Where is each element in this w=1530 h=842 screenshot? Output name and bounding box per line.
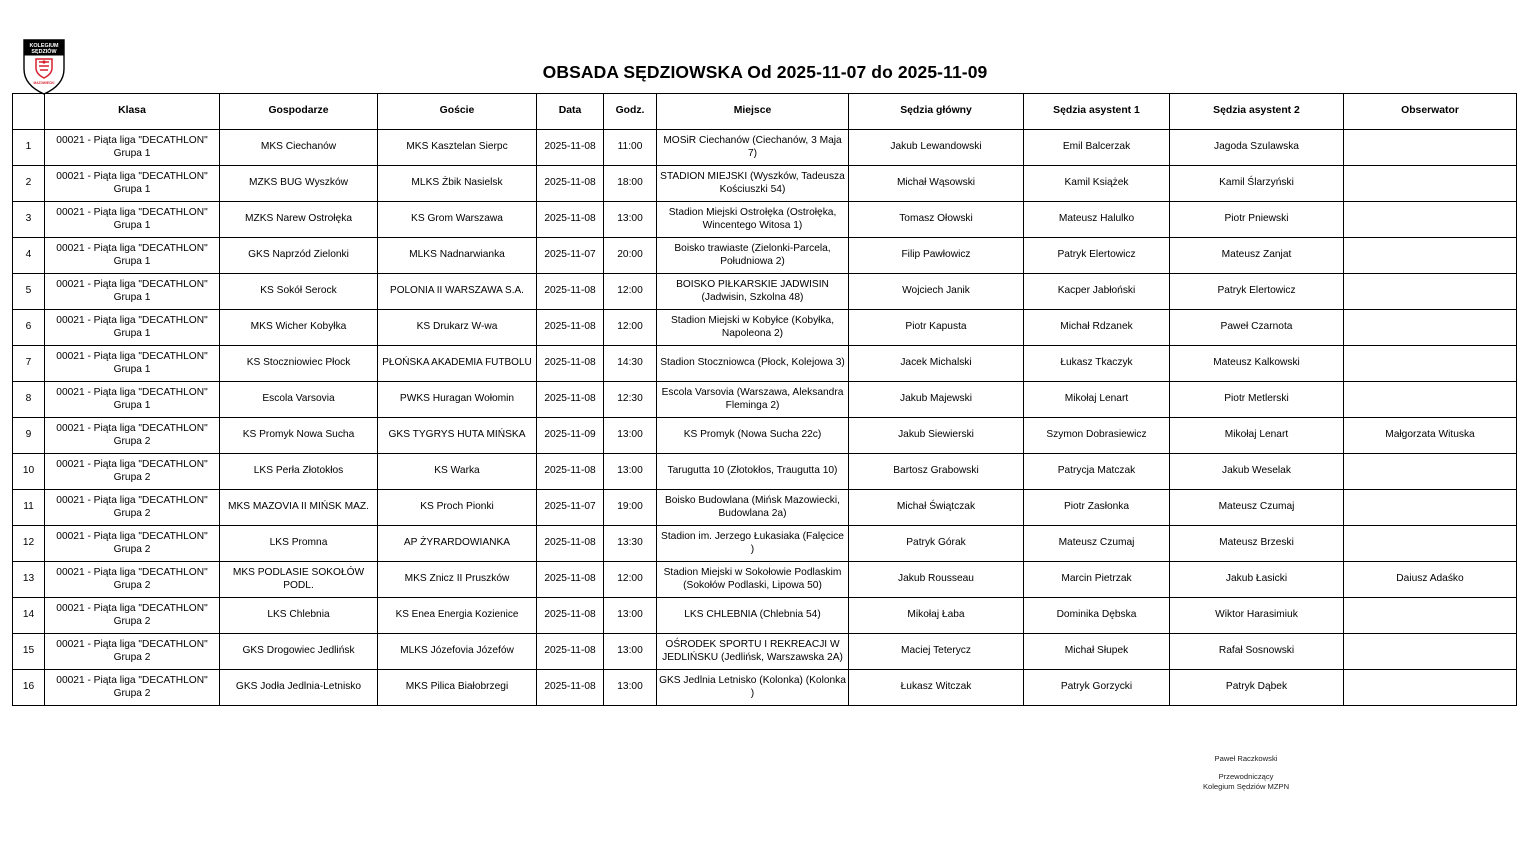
cell-sedzia-asystent-2: Patryk Elertowicz <box>1170 274 1344 310</box>
col-header-godz: Godz. <box>604 94 657 130</box>
table-row <box>13 130 1517 166</box>
cell-klasa: 00021 - Piąta liga "DECATHLON" Grupa 2 <box>45 526 220 562</box>
cell-godz: 14:30 <box>604 346 657 382</box>
cell-data: 2025-11-08 <box>537 346 604 382</box>
table-row <box>13 490 1517 526</box>
cell-number: 11 <box>13 490 45 526</box>
cell-goscie: PWKS Huragan Wołomin <box>378 382 537 418</box>
cell-sedzia-glowny: Mikołaj Łaba <box>849 598 1024 634</box>
table-row <box>13 166 1517 202</box>
cell-goscie: GKS TYGRYS HUTA MIŃSKA <box>378 418 537 454</box>
table-row <box>13 202 1517 238</box>
cell-goscie: POLONIA II WARSZAWA S.A. <box>378 274 537 310</box>
cell-sedzia-glowny: Tomasz Ołowski <box>849 202 1024 238</box>
cell-sedzia-asystent-1: Dominika Dębska <box>1024 598 1170 634</box>
logo-top-text: KOLEGIUM <box>29 42 59 49</box>
cell-number: 2 <box>13 166 45 202</box>
cell-klasa: 00021 - Piąta liga "DECATHLON" Grupa 1 <box>45 202 220 238</box>
cell-godz: 13:00 <box>604 202 657 238</box>
cell-sedzia-asystent-1: Kamil Książek <box>1024 166 1170 202</box>
cell-obserwator <box>1344 598 1517 634</box>
cell-sedzia-glowny: Jakub Majewski <box>849 382 1024 418</box>
cell-miejsce: Stadion Miejski w Kobyłce (Kobyłka, Napoleona 2) <box>657 310 849 346</box>
col-header-sedzia-glowny: Sędzia główny <box>849 94 1024 130</box>
cell-gospodarze: MKS Wicher Kobyłka <box>220 310 378 346</box>
col-header-klasa: Klasa <box>45 94 220 130</box>
cell-data: 2025-11-08 <box>537 562 604 598</box>
cell-sedzia-asystent-2: Jagoda Szulawska <box>1170 130 1344 166</box>
table-row <box>13 454 1517 490</box>
table-row <box>13 418 1517 454</box>
cell-miejsce: Stadion Stoczniowca (Płock, Kolejowa 3) <box>657 346 849 382</box>
cell-obserwator <box>1344 382 1517 418</box>
cell-klasa: 00021 - Piąta liga "DECATHLON" Grupa 1 <box>45 238 220 274</box>
cell-klasa: 00021 - Piąta liga "DECATHLON" Grupa 2 <box>45 598 220 634</box>
cell-obserwator: Daiusz Adaśko <box>1344 562 1517 598</box>
cell-sedzia-asystent-2: Patryk Dąbek <box>1170 670 1344 706</box>
cell-data: 2025-11-08 <box>537 202 604 238</box>
cell-klasa: 00021 - Piąta liga "DECATHLON" Grupa 2 <box>45 670 220 706</box>
page-title: OBSADA SĘDZIOWSKA Od 2025-11-07 do 2025-11-09 <box>542 62 988 82</box>
cell-gospodarze: MKS MAZOVIA II MIŃSK MAZ. <box>220 490 378 526</box>
table-row <box>13 670 1517 706</box>
cell-obserwator <box>1344 310 1517 346</box>
cell-goscie: AP ŻYRARDOWIANKA <box>378 526 537 562</box>
cell-sedzia-asystent-2: Mateusz Kalkowski <box>1170 346 1344 382</box>
cell-gospodarze: LKS Chlebnia <box>220 598 378 634</box>
cell-godz: 12:00 <box>604 274 657 310</box>
cell-sedzia-glowny: Piotr Kapusta <box>849 310 1024 346</box>
cell-gospodarze: KS Promyk Nowa Sucha <box>220 418 378 454</box>
cell-data: 2025-11-07 <box>537 238 604 274</box>
col-header-sedzia-asystent-2: Sędzia asystent 2 <box>1170 94 1344 130</box>
cell-godz: 11:00 <box>604 130 657 166</box>
cell-number: 14 <box>13 598 45 634</box>
cell-goscie: KS Grom Warszawa <box>378 202 537 238</box>
cell-sedzia-glowny: Jakub Rousseau <box>849 562 1024 598</box>
col-header-goscie: Goście <box>378 94 537 130</box>
cell-sedzia-asystent-1: Emil Balcerzak <box>1024 130 1170 166</box>
cell-sedzia-glowny: Filip Pawłowicz <box>849 238 1024 274</box>
cell-klasa: 00021 - Piąta liga "DECATHLON" Grupa 2 <box>45 490 220 526</box>
cell-miejsce: Stadion Miejski Ostrołęka (Ostrołęka, Wincentego Witosa 1) <box>657 202 849 238</box>
cell-godz: 20:00 <box>604 238 657 274</box>
cell-gospodarze: GKS Naprzód Zielonki <box>220 238 378 274</box>
cell-godz: 12:00 <box>604 310 657 346</box>
cell-number: 1 <box>13 130 45 166</box>
table-row <box>13 634 1517 670</box>
cell-godz: 13:00 <box>604 670 657 706</box>
cell-miejsce: KS Promyk (Nowa Sucha 22c) <box>657 418 849 454</box>
cell-godz: 13:00 <box>604 418 657 454</box>
cell-goscie: KS Enea Energia Kozienice <box>378 598 537 634</box>
cell-obserwator <box>1344 166 1517 202</box>
cell-data: 2025-11-08 <box>537 526 604 562</box>
cell-data: 2025-11-08 <box>537 130 604 166</box>
cell-klasa: 00021 - Piąta liga "DECATHLON" Grupa 1 <box>45 274 220 310</box>
cell-sedzia-asystent-2: Piotr Pniewski <box>1170 202 1344 238</box>
cell-sedzia-asystent-1: Piotr Zasłonka <box>1024 490 1170 526</box>
cell-godz: 13:00 <box>604 454 657 490</box>
cell-goscie: PŁOŃSKA AKADEMIA FUTBOLU <box>378 346 537 382</box>
cell-sedzia-asystent-2: Piotr Metlerski <box>1170 382 1344 418</box>
table-row <box>13 562 1517 598</box>
cell-miejsce: OŚRODEK SPORTU I REKREACJI W JEDLIŃSKU (Jedlińsk, Warszawska 2A) <box>657 634 849 670</box>
cell-sedzia-asystent-1: Mikołaj Lenart <box>1024 382 1170 418</box>
cell-sedzia-asystent-1: Szymon Dobrasiewicz <box>1024 418 1170 454</box>
cell-obserwator <box>1344 634 1517 670</box>
cell-sedzia-asystent-2: Jakub Weselak <box>1170 454 1344 490</box>
cell-sedzia-asystent-2: Rafał Sosnowski <box>1170 634 1344 670</box>
cell-sedzia-asystent-2: Mikołaj Lenart <box>1170 418 1344 454</box>
col-header-obserwator: Obserwator <box>1344 94 1517 130</box>
cell-sedzia-glowny: Bartosz Grabowski <box>849 454 1024 490</box>
cell-miejsce: MOSiR Ciechanów (Ciechanów, 3 Maja 7) <box>657 130 849 166</box>
cell-godz: 18:00 <box>604 166 657 202</box>
cell-data: 2025-11-08 <box>537 598 604 634</box>
col-header-number <box>13 94 45 130</box>
table-row <box>13 382 1517 418</box>
signature-name: Paweł Raczkowski <box>1214 754 1278 763</box>
cell-sedzia-asystent-1: Patrycja Matczak <box>1024 454 1170 490</box>
cell-miejsce: Stadion Miejski w Sokołowie Podlaskim (Sokołów Podlaski, Lipowa 50) <box>657 562 849 598</box>
cell-gospodarze: Escola Varsovia <box>220 382 378 418</box>
table-row <box>13 346 1517 382</box>
cell-sedzia-glowny: Jakub Lewandowski <box>849 130 1024 166</box>
cell-gospodarze: MKS Ciechanów <box>220 130 378 166</box>
cell-sedzia-asystent-2: Wiktor Harasimiuk <box>1170 598 1344 634</box>
cell-miejsce: STADION MIEJSKI (Wyszków, Tadeusza Kościuszki 54) <box>657 166 849 202</box>
cell-number: 9 <box>13 418 45 454</box>
cell-miejsce: Stadion im. Jerzego Łukasiaka (Falęcice ) <box>657 526 849 562</box>
cell-gospodarze: KS Stoczniowiec Płock <box>220 346 378 382</box>
cell-sedzia-asystent-2: Mateusz Zanjat <box>1170 238 1344 274</box>
cell-data: 2025-11-08 <box>537 634 604 670</box>
cell-number: 10 <box>13 454 45 490</box>
cell-godz: 12:00 <box>604 562 657 598</box>
cell-obserwator <box>1344 526 1517 562</box>
cell-sedzia-asystent-1: Patryk Gorzycki <box>1024 670 1170 706</box>
cell-klasa: 00021 - Piąta liga "DECATHLON" Grupa 2 <box>45 454 220 490</box>
cell-data: 2025-11-08 <box>537 382 604 418</box>
cell-data: 2025-11-08 <box>537 166 604 202</box>
cell-klasa: 00021 - Piąta liga "DECATHLON" Grupa 1 <box>45 130 220 166</box>
cell-number: 16 <box>13 670 45 706</box>
cell-data: 2025-11-08 <box>537 274 604 310</box>
cell-godz: 12:30 <box>604 382 657 418</box>
cell-number: 8 <box>13 382 45 418</box>
cell-sedzia-glowny: Jakub Siewierski <box>849 418 1024 454</box>
cell-data: 2025-11-08 <box>537 670 604 706</box>
col-header-sedzia-asystent-1: Sędzia asystent 1 <box>1024 94 1170 130</box>
cell-klasa: 00021 - Piąta liga "DECATHLON" Grupa 1 <box>45 310 220 346</box>
cell-gospodarze: LKS Perła Złotokłos <box>220 454 378 490</box>
cell-gospodarze: MZKS BUG Wyszków <box>220 166 378 202</box>
cell-sedzia-asystent-1: Mateusz Czumaj <box>1024 526 1170 562</box>
cell-obserwator <box>1344 238 1517 274</box>
cell-gospodarze: LKS Promna <box>220 526 378 562</box>
cell-godz: 13:30 <box>604 526 657 562</box>
cell-gospodarze: GKS Drogowiec Jedlińsk <box>220 634 378 670</box>
cell-klasa: 00021 - Piąta liga "DECATHLON" Grupa 2 <box>45 418 220 454</box>
cell-sedzia-glowny: Wojciech Janik <box>849 274 1024 310</box>
header-row <box>13 94 1517 130</box>
cell-obserwator <box>1344 346 1517 382</box>
signature-role: Przewodniczący <box>1218 772 1274 781</box>
cell-klasa: 00021 - Piąta liga "DECATHLON" Grupa 2 <box>45 562 220 598</box>
cell-number: 13 <box>13 562 45 598</box>
cell-sedzia-glowny: Łukasz Witczak <box>849 670 1024 706</box>
cell-sedzia-glowny: Patryk Górak <box>849 526 1024 562</box>
cell-sedzia-asystent-1: Michał Słupek <box>1024 634 1170 670</box>
table-row <box>13 238 1517 274</box>
cell-data: 2025-11-08 <box>537 310 604 346</box>
cell-goscie: KS Warka <box>378 454 537 490</box>
assignments-table <box>12 93 1517 706</box>
logo-bottom-text: MAZOWIECKI <box>33 81 55 85</box>
col-header-gospodarze: Gospodarze <box>220 94 378 130</box>
cell-sedzia-asystent-2: Mateusz Brzeski <box>1170 526 1344 562</box>
cell-godz: 13:00 <box>604 634 657 670</box>
table-row <box>13 598 1517 634</box>
cell-sedzia-asystent-2: Kamil Ślarzyński <box>1170 166 1344 202</box>
cell-godz: 19:00 <box>604 490 657 526</box>
cell-goscie: KS Proch Pionki <box>378 490 537 526</box>
cell-klasa: 00021 - Piąta liga "DECATHLON" Grupa 2 <box>45 634 220 670</box>
cell-sedzia-asystent-2: Mateusz Czumaj <box>1170 490 1344 526</box>
cell-obserwator <box>1344 454 1517 490</box>
cell-sedzia-asystent-1: Michał Rdzanek <box>1024 310 1170 346</box>
cell-sedzia-glowny: Michał Wąsowski <box>849 166 1024 202</box>
cell-goscie: MLKS Józefovia Józefów <box>378 634 537 670</box>
cell-goscie: MKS Znicz II Pruszków <box>378 562 537 598</box>
cell-number: 4 <box>13 238 45 274</box>
cell-miejsce: Tarugutta 10 (Złotokłos, Traugutta 10) <box>657 454 849 490</box>
cell-klasa: 00021 - Piąta liga "DECATHLON" Grupa 1 <box>45 346 220 382</box>
cell-miejsce: GKS Jedlnia Letnisko (Kolonka) (Kolonka ) <box>657 670 849 706</box>
cell-data: 2025-11-07 <box>537 490 604 526</box>
cell-goscie: KS Drukarz W-wa <box>378 310 537 346</box>
signature-org: Kolegium Sędziów MZPN <box>1202 782 1290 791</box>
cell-data: 2025-11-08 <box>537 454 604 490</box>
cell-goscie: MLKS Nadnarwianka <box>378 238 537 274</box>
cell-data: 2025-11-09 <box>537 418 604 454</box>
cell-klasa: 00021 - Piąta liga "DECATHLON" Grupa 1 <box>45 382 220 418</box>
cell-gospodarze: KS Sokół Serock <box>220 274 378 310</box>
cell-gospodarze: MKS PODLASIE SOKOŁÓW PODL. <box>220 562 378 598</box>
cell-obserwator <box>1344 490 1517 526</box>
cell-sedzia-glowny: Michał Świątczak <box>849 490 1024 526</box>
cell-number: 6 <box>13 310 45 346</box>
cell-obserwator <box>1344 202 1517 238</box>
cell-sedzia-glowny: Maciej Teterycz <box>849 634 1024 670</box>
table-row <box>13 310 1517 346</box>
cell-sedzia-asystent-2: Jakub Łasicki <box>1170 562 1344 598</box>
cell-sedzia-asystent-2: Paweł Czarnota <box>1170 310 1344 346</box>
cell-sedzia-asystent-1: Marcin Pietrzak <box>1024 562 1170 598</box>
cell-sedzia-asystent-1: Patryk Elertowicz <box>1024 238 1170 274</box>
cell-sedzia-asystent-1: Mateusz Halulko <box>1024 202 1170 238</box>
cell-sedzia-asystent-1: Łukasz Tkaczyk <box>1024 346 1170 382</box>
cell-godz: 13:00 <box>604 598 657 634</box>
col-header-miejsce: Miejsce <box>657 94 849 130</box>
table-row <box>13 274 1517 310</box>
cell-miejsce: LKS CHLEBNIA (Chlebnia 54) <box>657 598 849 634</box>
cell-obserwator: Małgorzata Wituska <box>1344 418 1517 454</box>
cell-number: 15 <box>13 634 45 670</box>
logo-mid-text: SĘDZIÓW <box>31 49 57 56</box>
cell-miejsce: Boisko Budowlana (Mińsk Mazowiecki, Budowlana 2a) <box>657 490 849 526</box>
cell-klasa: 00021 - Piąta liga "DECATHLON" Grupa 1 <box>45 166 220 202</box>
cell-sedzia-glowny: Jacek Michalski <box>849 346 1024 382</box>
cell-gospodarze: GKS Jodła Jedlnia-Letnisko <box>220 670 378 706</box>
cell-sedzia-asystent-1: Kacper Jabłoński <box>1024 274 1170 310</box>
cell-goscie: MKS Kasztelan Sierpc <box>378 130 537 166</box>
cell-miejsce: Escola Varsovia (Warszawa, Aleksandra Fleminga 2) <box>657 382 849 418</box>
table-row <box>13 526 1517 562</box>
cell-number: 7 <box>13 346 45 382</box>
col-header-data: Data <box>537 94 604 130</box>
cell-obserwator <box>1344 274 1517 310</box>
cell-obserwator <box>1344 670 1517 706</box>
cell-goscie: MLKS Żbik Nasielsk <box>378 166 537 202</box>
cell-obserwator <box>1344 130 1517 166</box>
cell-number: 12 <box>13 526 45 562</box>
cell-gospodarze: MZKS Narew Ostrołęka <box>220 202 378 238</box>
cell-miejsce: BOISKO PIŁKARSKIE JADWISIN (Jadwisin, Szkolna 48) <box>657 274 849 310</box>
cell-goscie: MKS Pilica Białobrzegi <box>378 670 537 706</box>
cell-number: 5 <box>13 274 45 310</box>
cell-number: 3 <box>13 202 45 238</box>
cell-miejsce: Boisko trawiaste (Zielonki-Parcela, Południowa 2) <box>657 238 849 274</box>
